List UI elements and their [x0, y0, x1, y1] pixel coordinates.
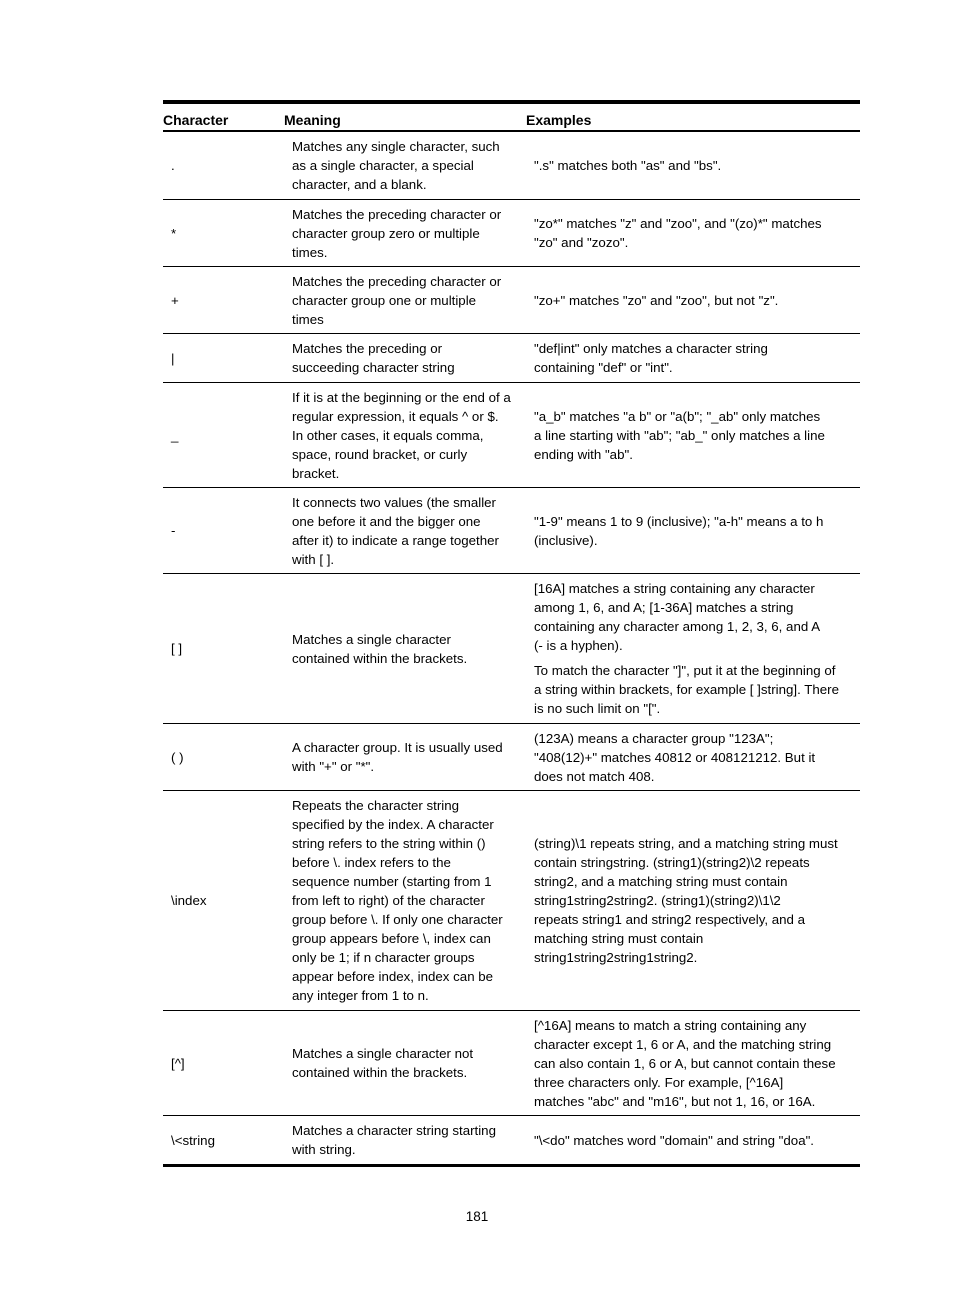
row-meaning: If it is at the beginning or the end of a regular expression, it equals ^ or $. In other cases, it equals comma, space, round bracket, or curly bracket.	[292, 389, 511, 481]
row-examples: [^16A] means to match a string containing any character except 1, 6 or A, and the matching string can also contain 1, 6 or A, but cannot contain these three characters only. For example, [^16A] matches "abc" and "m16", but not 1, 16, or 16A.	[534, 1017, 836, 1109]
examples-paragraph: To match the character "]", put it at the beginning of a string within brackets, for example [ ]string]. There is no such limit on "[".	[534, 663, 839, 716]
table-row	[163, 1011, 860, 1116]
table-row	[163, 334, 860, 383]
table-header	[163, 104, 860, 132]
table-row	[163, 267, 860, 334]
row-character: \<string	[171, 1132, 215, 1148]
row-meaning: It connects two values (the smaller one before it and the bigger one after it) to indicate a range together with [ ].	[292, 494, 499, 567]
row-examples: "1-9" means 1 to 9 (inclusive); "a-h" means a to h (inclusive).	[534, 513, 824, 548]
row-character: _	[171, 427, 179, 443]
row-character: [^]	[171, 1055, 185, 1071]
row-examples: "zo*" matches "z" and "zoo", and "(zo)*" matches "zo" and "zozo".	[534, 216, 822, 250]
header-character: Character	[163, 112, 229, 128]
row-examples: ".s" matches both "as" and "bs".	[534, 158, 722, 173]
row-examples: "def|int" only matches a character string containing "def" or "int".	[534, 341, 768, 375]
page-number: 181	[465, 1209, 489, 1224]
row-meaning: Matches a character string starting with string.	[292, 1123, 496, 1157]
row-character: ( )	[171, 749, 184, 765]
table-row	[163, 791, 860, 1011]
row-character: \index	[171, 893, 207, 908]
row-examples: "a_b" matches "a b" or "a(b"; "_ab" only matches a line starting with "ab"; "ab_" only matches a line ending with "ab".	[534, 408, 825, 462]
row-examples: "zo+" matches "zo" and "zoo", but not "z".	[534, 292, 779, 308]
header-examples: Examples	[526, 112, 592, 128]
table-row	[163, 724, 860, 791]
row-examples	[526, 574, 860, 723]
row-character: |	[171, 350, 175, 366]
row-character: .	[171, 158, 175, 173]
row-meaning: Matches any single character, such as a single character, a special character, and a blank.	[292, 139, 500, 192]
row-examples: (string)\1 repeats string, and a matching string must contain stringstring. (string1)(string2)\2 repeats string2, and a matching string must contain string1string2string2. (string1)(string2)\1\2 repeats string1 and string2 respectively, and a matching string must contain string1string2string1string2.	[534, 836, 838, 965]
row-meaning: Repeats the character string specified by the index. A character string refers to the string within () before \. index refers to the sequence number (starting from 1 from left to right) of the character group before \. If only one character group appears before \, index can only be 1; if n character groups appear before index, index can be any integer from 1 to n.	[292, 798, 503, 1003]
row-meaning: Matches a single character contained within the brackets.	[292, 631, 468, 666]
table-row	[163, 488, 860, 574]
table-row	[163, 383, 860, 488]
regex-table	[163, 100, 860, 1167]
row-character: +	[171, 292, 179, 308]
row-meaning: Matches the preceding character or character group zero or multiple times.	[292, 206, 502, 260]
row-character: [ ]	[171, 641, 183, 656]
row-meaning: Matches the preceding character or character group one or multiple times	[292, 273, 502, 327]
header-meaning: Meaning	[284, 112, 341, 128]
row-character: *	[171, 225, 177, 241]
row-examples: (123A) means a character group "123A"; "408(12)+" matches 40812 or 408121212. But it does not match 408.	[534, 730, 816, 784]
row-character: -	[171, 523, 176, 538]
row-meaning: Matches the preceding or succeeding character string	[292, 341, 455, 375]
table-row	[163, 132, 860, 200]
row-meaning: A character group. It is usually used with "+" or "*".	[292, 740, 503, 774]
examples-paragraph: [16A] matches a string containing any character among 1, 6, and A; [1-36A] matches a string containing any character among 1, 2, 3, 6, and A (- is a hyphen).	[534, 581, 821, 653]
table-row	[163, 1116, 860, 1164]
table-row	[163, 200, 860, 267]
row-meaning: Matches a single character not contained within the brackets.	[292, 1046, 474, 1080]
table-row	[163, 574, 860, 724]
row-examples: "\<do" matches word "domain" and string "doa".	[534, 1132, 815, 1148]
